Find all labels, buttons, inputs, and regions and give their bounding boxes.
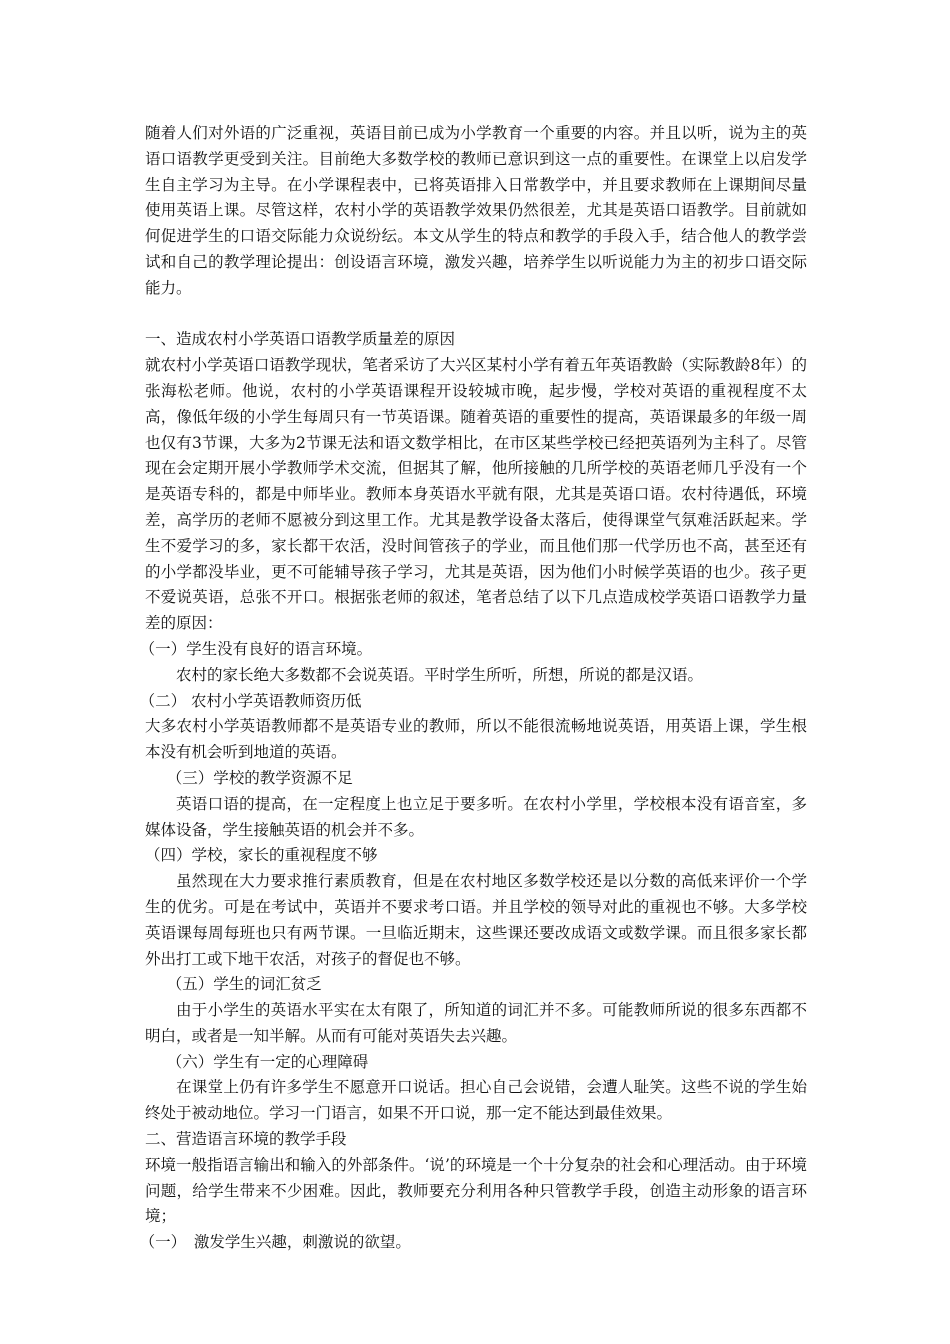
section1-paragraph: 就农村小学英语口语教学现状，笔者采访了大兴区某村小学有着五年英语教龄（实际教龄8年）的张海松老师。他说，农村的小学英语课程开设较城市晚，起步慢，学校对英语的重视程度不太高，像低年级的小学生每周只有一节英语课。随着英语的重要性的提高，英语课最多的年级一周也仅有3节课，大多为2节课无法和语文数学相比，在市区某些学校已经把英语列为主科了。尽管现在会定期开展小学教师学术交流，但据其了解，他所接触的几所学校的英语老师几乎没有一个是英语专科的，都是中师毕业。教师本身英语水平就有限，尤其是英语口语。农村待遇低，环境差，高学历的老师不愿被分到这里工作。尤其是教学设备太落后，使得课堂气氛难活跃起来。学生不爱学习的多，家长都干农活，没时间管孩子的学业，而且他们那一代学历也不高，甚至还有的小学都没毕业，更不可能辅导孩子学习，尤其是英语，因为他们小时候学英语的也少。孩子更不爱说英语，总张不开口。根据张老师的叙述，笔者总结了以下几点造成校学英语口语教学力量差的原因： xyxy=(145,356,807,633)
section2-subheading-1: （一） 激发学生兴趣，刺激说的欲望。 xyxy=(139,1233,411,1252)
section2-paragraph: 环境一般指语言输出和输入的外部条件。‘说’的环境是一个十分复杂的社会和心理活动。由于环境问题，给学生带来不少困难。因此，教师要充分利用各种只管教学手段，创造主动形象的语言环境； xyxy=(145,1155,807,1226)
subheading-5: （五）学生的词汇贫乏 xyxy=(166,975,322,994)
section1-heading: 一、造成农村小学英语口语教学质量差的原因 xyxy=(145,330,456,349)
sub2-paragraph: 大多农村小学英语教师都不是英语专业的教师，所以不能很流畅地说英语，用英语上课，学生根本没有机会听到地道的英语。 xyxy=(145,717,807,762)
subheading-2: （二） 农村小学英语教师资历低 xyxy=(139,691,362,710)
sub4-paragraph: 虽然现在大力要求推行素质教育，但是在农村地区多数学校还是以分数的高低来评价一个学生的优劣。可是在考试中，英语并不要求考口语。并且学校的领导对此的重视也不够。大多学校英语课每周每班也只有两节课。一旦临近期末，这些课还要改成语文或数学课。而且很多家长都外出打工或下地干农活，对孩子的督促也不够。 xyxy=(145,872,807,968)
section2-heading: 二、营造语言环境的教学手段 xyxy=(145,1130,347,1149)
subheading-4: （四）学校，家长的重视程度不够 xyxy=(145,846,378,865)
sub6-paragraph: 在课堂上仍有许多学生不愿意开口说话。担心自己会说错，会遭人耻笑。这些不说的学生始终处于被动地位。学习一门语言，如果不开口说，那一定不能达到最佳效果。 xyxy=(145,1078,807,1123)
sub3-paragraph: 英语口语的提高，在一定程度上也立足于要多听。在农村小学里，学校根本没有语音室，多媒体设备，学生接触英语的机会并不多。 xyxy=(145,794,807,839)
document-body xyxy=(139,121,807,1256)
sub5-paragraph: 由于小学生的英语水平实在太有限了，所知道的词汇并不多。可能教师所说的很多东西都不明白，或者是一知半解。从而有可能对英语失去兴趣。 xyxy=(145,1001,807,1045)
subheading-3: （三）学校的教学资源不足 xyxy=(166,768,353,787)
intro-paragraph: 随着人们对外语的广泛重视，英语目前已成为小学教育一个重要的内容。并且以听，说为主的英语口语教学更受到关注。目前绝大多数学校的教师已意识到这一点的重要性。在课堂上以启发学生自主学习为主导。在小学课程表中，已将英语排入日常教学中，并且要求教师在上课期间尽量使用英语上课。尽管这样，农村小学的英语教学效果仍然很差，尤其是英语口语教学。目前就如何促进学生的口语交际能力众说纷纭。本文从学生的特点和教学的手段入手，结合他人的教学尝试和自己的教学理论提出：创设语言环境，激发兴趣，培养学生以听说能力为主的初步口语交际能力。 xyxy=(145,124,807,297)
paragraph-gap xyxy=(145,302,807,328)
subheading-1: （一）学生没有良好的语言环境。 xyxy=(139,639,373,658)
subheading-6: （六）学生有一定的心理障碍 xyxy=(166,1052,369,1071)
sub1-paragraph: 农村的家长绝大多数都不会说英语。平时学生所听，所想，所说的都是汉语。 xyxy=(176,665,704,684)
